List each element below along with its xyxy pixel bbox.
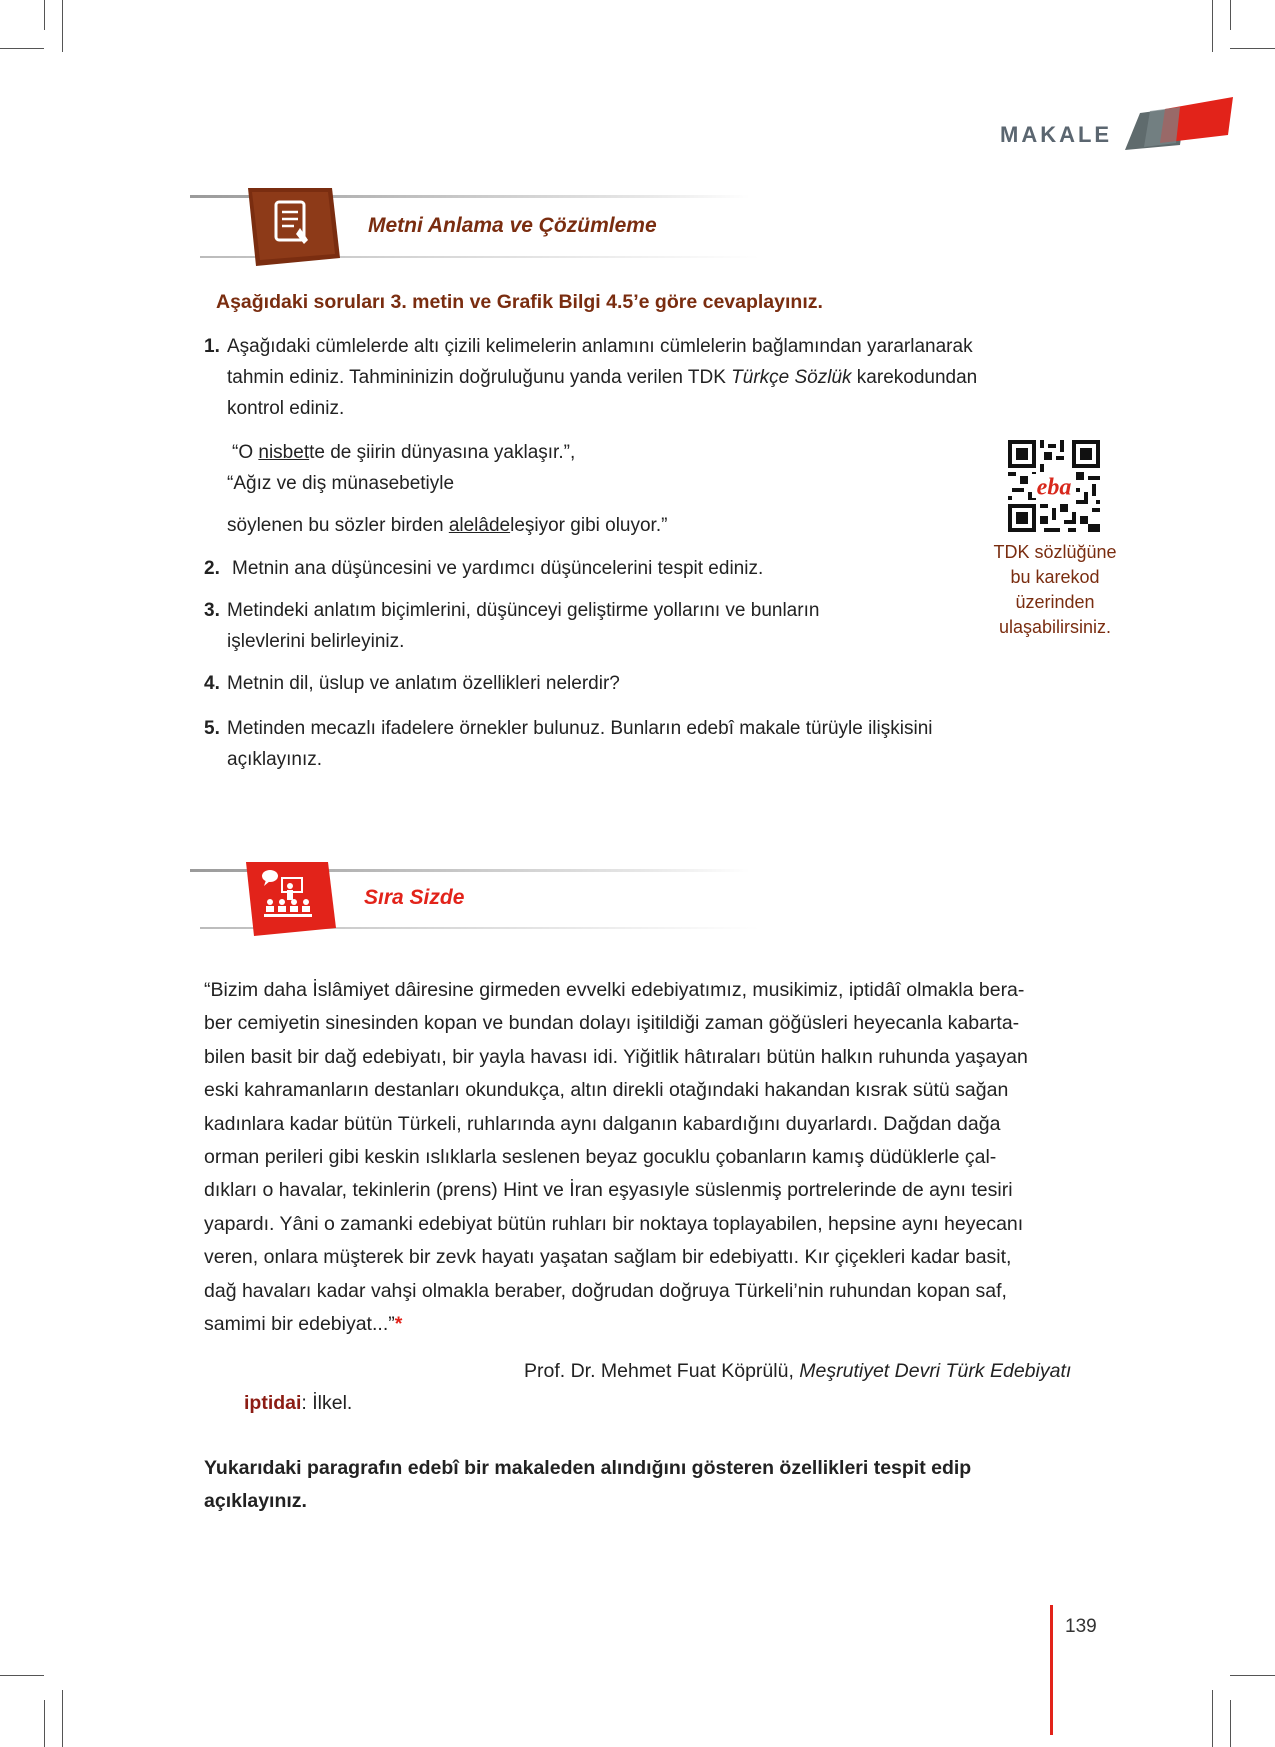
header-label: MAKALE (1000, 122, 1113, 147)
qr-caption: TDK sözlüğüne bu karekod üzerinden ulaşabilirsiniz. (993, 542, 1117, 637)
question-text: işlevlerini belirleyiniz. (227, 631, 405, 652)
section-title: Sıra Sizde (364, 886, 465, 909)
svg-text:eba: eba (1036, 474, 1072, 501)
question-text: Aşağıdaki cümlelerde altı çizili kelimelerin anlamını cümlelerin bağlamından yararlanarak (227, 336, 973, 357)
source-citation: Prof. Dr. Mehmet Fuat Köprülü, Meşrutiyet Devri Türk Edebiyatı (524, 1360, 1072, 1382)
crop-mark (1230, 48, 1275, 49)
example-sentence: “O nisbette de şiirin dünyasına yaklaşır.”, (232, 442, 576, 463)
question-number: 1. (204, 336, 220, 357)
header-band-icon (1120, 95, 1235, 150)
question-number: 4. (204, 673, 220, 694)
example-sentence: “Ağız ve diş münasebetiyle (227, 473, 455, 494)
question-text: tahmin ediniz. Tahmininizin doğruluğunu yanda verilen TDK Türkçe Sözlük karekodundan (227, 367, 978, 388)
crop-mark (0, 48, 44, 49)
crop-mark (1212, 1690, 1213, 1747)
crop-mark (44, 1700, 45, 1747)
crop-mark (1230, 1700, 1231, 1747)
crop-mark (62, 0, 63, 52)
crop-mark (0, 1675, 44, 1676)
question-number: 3. (204, 600, 220, 621)
question-text: açıklayınız. (227, 749, 323, 770)
instruction: Aşağıdaki soruları 3. metin ve Grafik Bilgi 4.5’e göre cevaplayınız. (216, 291, 823, 313)
crop-mark (1230, 1675, 1275, 1676)
crop-mark (44, 0, 45, 30)
footnote-asterisk: * (394, 1313, 403, 1336)
question-text: kontrol ediniz. (227, 398, 345, 419)
crop-mark (62, 1690, 63, 1747)
crop-mark (1212, 0, 1213, 52)
example-sentence: söylenen bu sözler birden alelâdeleşiyor gibi oluyor.” (227, 515, 668, 536)
crop-mark (1230, 0, 1231, 30)
page-number-bar (1050, 1605, 1053, 1735)
document-icon (240, 188, 345, 266)
page-number: 139 (1065, 1616, 1097, 1637)
qr-code-icon[interactable] (1008, 440, 1100, 532)
task-text: Yukarıdaki paragrafın edebî bir makaleden alındığını gösteren özellikleri tespit edip açıklayınız. (204, 1457, 972, 1512)
question-text: Metnin dil, üslup ve anlatım özellikleri nelerdir? (227, 673, 620, 694)
presentation-group-icon (240, 862, 340, 936)
glossary-entry: iptidai: İlkel. (244, 1392, 353, 1414)
question-number: 2. (204, 558, 220, 579)
section-title: Metni Anlama ve Çözümleme (368, 214, 657, 237)
quoted-paragraph: “Bizim daha İslâmiyet dâiresine girmeden evvelki edebiyatımız, musikimiz, iptidâî olmakla bera- ber cemiyetin sinesinden kopan ve bundan dolayı işitildiği zaman göğüsleri heyecanla kabarta- bilen basit bir dağ edebiyatı, bir yayla havası idi. Yiğitlik hâtıraları bütün halkın ruhunda yaşayan eski kahramanların destanları okundukça, altın direkli otağındaki hakandan kısrak sütü sağan kadınlara kadar bütün Türkeli, ruhlarında aynı dalganın kabardığını duyarlardı. Dağdan dağa orman perileri gibi keskin ıslıklarla seslenen beyaz gocuklu çobanların kamış düdüklerle çal- dıkları o havalar, tekinlerin (prens) Hint ve İran eşyasıyle süslenmiş portrelerinde de aynı tesiri yapardı. Yâni o zamanki edebiyat bütün ruhları bir noktaya toplayabilen, hepsine aynı heyecanı veren, onlara müşterek bir zevk hayatı yaşatan sağlam bir edebiyattı. Kır çiçekleri kadar basit, dağ havaları kadar vahşi olmakla beraber, doğrudan doğruya Türkeli’nin ruhundan kopan saf, samimi bir edebiyat...”* (204, 979, 1028, 1336)
question-number: 5. (204, 718, 220, 739)
question-text: Metinden mecazlı ifadelere örnekler bulunuz. Bunların edebî makale türüyle ilişkisini (227, 718, 933, 739)
question-text: Metindeki anlatım biçimlerini, düşünceyi geliştirme yollarını ve bunların (227, 600, 820, 621)
question-text: Metnin ana düşüncesini ve yardımcı düşüncelerini tespit ediniz. (232, 558, 764, 579)
